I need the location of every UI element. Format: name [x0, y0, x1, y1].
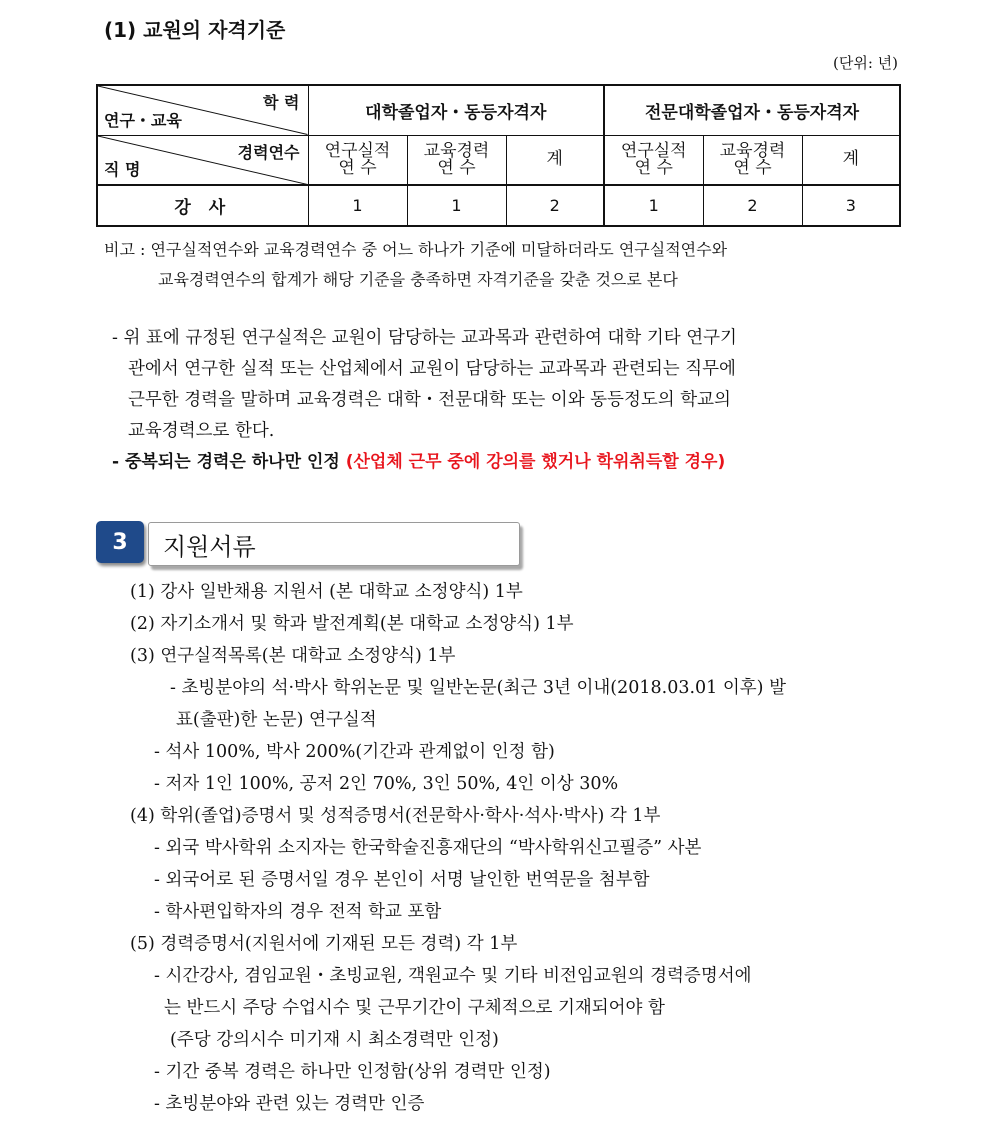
- table-cell: 1: [407, 185, 506, 226]
- note-line: 교육경력연수의 합계가 해당 기준을 충족하면 자격기준을 갖춘 것으로 본다: [158, 270, 678, 289]
- table-cell: 1: [308, 185, 407, 226]
- table-note: [104, 235, 904, 295]
- corner-label-years: 경력연수: [237, 142, 300, 162]
- rule-text: - 중복되는 경력은 하나만 인정: [112, 452, 346, 472]
- group-header-university: 대학졸업자・동등자격자: [308, 85, 604, 135]
- table-cell: 2: [703, 185, 802, 226]
- list-item: (2) 자기소개서 및 학과 발전계획(본 대학교 소정양식) 1부: [130, 614, 574, 634]
- paragraph-line: 교육경력으로 한다.: [128, 421, 275, 441]
- table-cell: 1: [604, 185, 703, 226]
- list-subitem-continued: 는 반드시 주당 수업시수 및 근무기간이 구체적으로 기재되어야 함: [164, 998, 665, 1018]
- list-subitem: - 외국어로 된 증명서일 경우 본인이 서명 날인한 번역문을 첨부함: [154, 870, 650, 890]
- list-subitem: - 학사편입학자의 경우 전적 학교 포함: [154, 902, 442, 922]
- subheader-research-years: 연구실적 연 수: [308, 135, 407, 185]
- list-subitem-continued: (주당 강의시수 미기재 시 최소경력만 인정): [170, 1030, 499, 1050]
- list-subitem: - 기간 중복 경력은 하나만 인정함(상위 경력만 인정): [154, 1062, 551, 1082]
- subheader-teaching-years: 교육경력 연 수: [703, 135, 802, 185]
- paragraph-line: 근무한 경력을 말하며 교육경력은 대학・전문대학 또는 이와 동등정도의 학교의: [128, 390, 731, 410]
- subheader-total: 계: [802, 135, 900, 185]
- section-title-qualification: (1) 교원의 자격기준: [104, 18, 286, 42]
- subheader-total: 계: [506, 135, 604, 185]
- table-cell: 3: [802, 185, 900, 226]
- subheader-research-years: 연구실적 연 수: [604, 135, 703, 185]
- list-item: (4) 학위(졸업)증명서 및 성적증명서(전문학사·학사·석사·박사) 각 1부: [130, 806, 661, 826]
- section-title: 지원서류: [163, 532, 256, 561]
- list-item: (3) 연구실적목록(본 대학교 소정양식) 1부: [130, 646, 456, 666]
- rule-highlight: (산업체 근무 중에 강의를 했거나 학위취득할 경우): [345, 452, 726, 472]
- list-subitem: - 시간강사, 겸임교원・초빙교원, 객원교수 및 기타 비전임교원의 경력증명서에: [154, 966, 752, 986]
- list-subitem: - 초빙분야와 관련 있는 경력만 인증: [154, 1094, 425, 1114]
- list-subitem: - 외국 박사학위 소지자는 한국학술진흥재단의 “박사학위신고필증” 사본: [154, 838, 702, 858]
- group-header-college: 전문대학졸업자・동등자격자: [604, 85, 900, 135]
- list-item: (5) 경력증명서(지원서에 기재된 모든 경력) 각 1부: [130, 934, 518, 954]
- required-documents-list: [130, 576, 900, 1120]
- corner-label-degree: 학 력: [263, 93, 300, 112]
- list-subitem-continued: 표(출판)한 논문) 연구실적: [176, 710, 377, 730]
- list-subitem: - 석사 100%, 박사 200%(기간과 관계없이 인정 함): [154, 742, 555, 762]
- row-header-lecturer: 강 사: [97, 185, 308, 226]
- corner-label-research-edu: 연구・교육: [104, 110, 182, 130]
- qualification-table: [96, 84, 901, 227]
- table-cell: 2: [506, 185, 604, 226]
- note-line: 비고 : 연구실적연수와 교육경력연수 중 어느 하나가 기준에 미달하더라도 연구실적연수와: [104, 240, 728, 259]
- list-item: (1) 강사 일반채용 지원서 (본 대학교 소정양식) 1부: [130, 582, 523, 602]
- list-subitem: - 저자 1인 100%, 공저 2인 70%, 3인 50%, 4인 이상 30%: [154, 774, 619, 794]
- subheader-teaching-years: 교육경력 연 수: [407, 135, 506, 185]
- explanation-paragraph: [112, 323, 902, 478]
- section-header-documents: [148, 522, 520, 566]
- paragraph-line: 관에서 연구한 실적 또는 산업체에서 교원이 담당하는 교과목과 관련되는 직무에: [128, 359, 736, 379]
- section-number-badge: 3: [96, 521, 144, 563]
- unit-label: (단위: 년): [833, 54, 898, 72]
- corner-label-position: 직 명: [104, 160, 141, 179]
- paragraph-line: - 위 표에 규정된 연구실적은 교원이 담당하는 교과목과 관련하여 대학 기타 연구기: [112, 328, 737, 348]
- duplicate-career-rule: [112, 447, 902, 478]
- table-corner-top: [97, 85, 308, 135]
- list-subitem: - 초빙분야의 석·박사 학위논문 및 일반논문(최근 3년 이내(2018.03.01 이후) 발: [170, 678, 786, 698]
- table-corner-bottom: [97, 135, 308, 185]
